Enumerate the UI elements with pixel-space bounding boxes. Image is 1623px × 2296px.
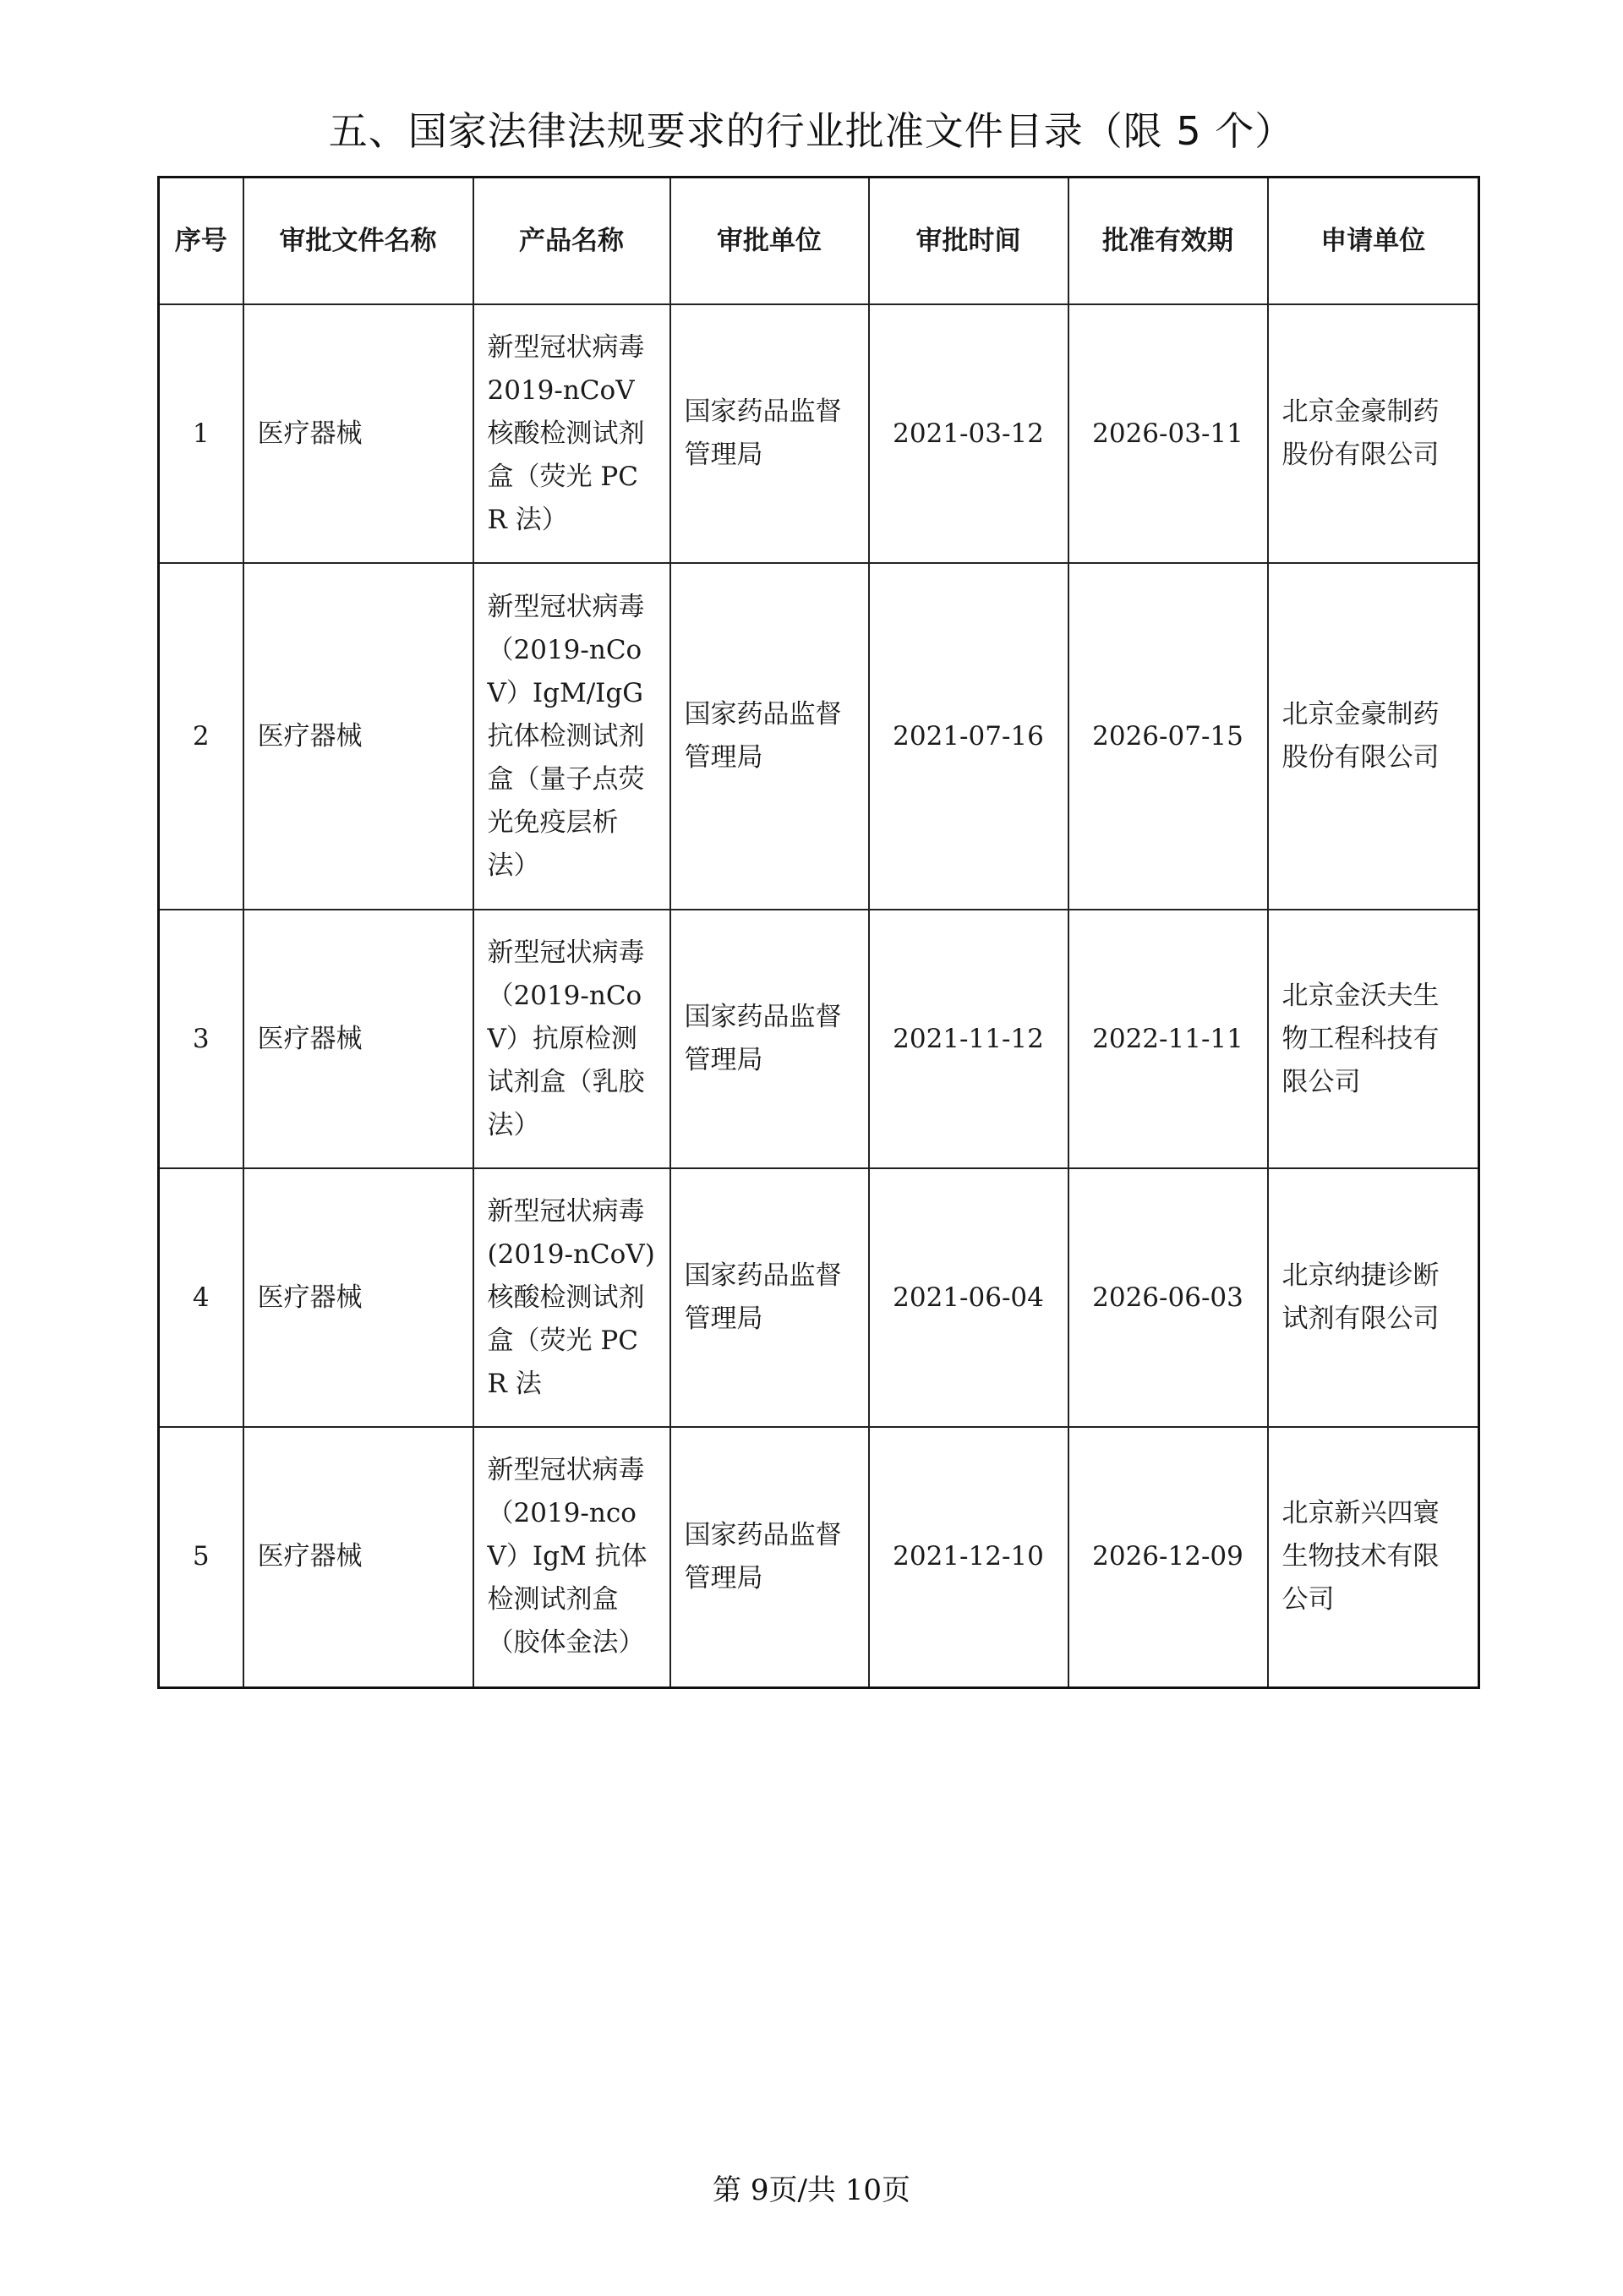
header-authority: 审批单位	[670, 178, 869, 305]
page-title: 五、国家法律法规要求的行业批准文件目录（限 5 个）	[328, 108, 1295, 154]
header-valid-until: 批准有效期	[1068, 178, 1268, 305]
approvals-table	[157, 176, 1480, 1689]
table-row	[159, 1168, 1479, 1427]
cell-authority: 国家药品监督管理局	[670, 910, 869, 1168]
cell-no: 1	[159, 304, 243, 563]
cell-doc-name: 医疗器械	[243, 1168, 473, 1427]
table-row	[159, 910, 1479, 1168]
cell-valid-until: 2022-11-11	[1068, 910, 1268, 1168]
cell-approval-date: 2021-06-04	[869, 1168, 1068, 1427]
page-number: 第 9页/共 10页	[713, 2173, 910, 2207]
header-doc-name: 审批文件名称	[243, 178, 473, 305]
table-header-row	[159, 178, 1479, 305]
cell-no: 5	[159, 1427, 243, 1687]
cell-doc-name: 医疗器械	[243, 910, 473, 1168]
cell-no: 3	[159, 910, 243, 1168]
table-row	[159, 563, 1479, 910]
table-row	[159, 1427, 1479, 1687]
cell-product: 新型冠状病毒 2019-nCoV 核酸检测试剂盒（荧光 PCR 法）	[473, 304, 670, 563]
cell-approval-date: 2021-03-12	[869, 304, 1068, 563]
cell-applicant: 北京金豪制药股份有限公司	[1268, 304, 1479, 563]
table-row	[159, 304, 1479, 563]
cell-authority: 国家药品监督管理局	[670, 1427, 869, 1687]
cell-authority: 国家药品监督管理局	[670, 304, 869, 563]
cell-applicant: 北京新兴四寰生物技术有限公司	[1268, 1427, 1479, 1687]
cell-authority: 国家药品监督管理局	[670, 1168, 869, 1427]
cell-no: 4	[159, 1168, 243, 1427]
cell-doc-name: 医疗器械	[243, 304, 473, 563]
cell-valid-until: 2026-06-03	[1068, 1168, 1268, 1427]
header-no: 序号	[159, 178, 243, 305]
cell-applicant: 北京纳捷诊断试剂有限公司	[1268, 1168, 1479, 1427]
cell-approval-date: 2021-07-16	[869, 563, 1068, 910]
cell-applicant: 北京金沃夫生物工程科技有限公司	[1268, 910, 1479, 1168]
cell-product: 新型冠状病毒（2019-nCoV）IgM/IgG 抗体检测试剂盒（量子点荧光免疫层析法）	[473, 563, 670, 910]
cell-product: 新型冠状病毒(2019-nCoV)核酸检测试剂盒（荧光 PCR 法	[473, 1168, 670, 1427]
cell-doc-name: 医疗器械	[243, 563, 473, 910]
cell-valid-until: 2026-12-09	[1068, 1427, 1268, 1687]
cell-applicant: 北京金豪制药股份有限公司	[1268, 563, 1479, 910]
cell-product: 新型冠状病毒（2019-ncoV）IgM 抗体检测试剂盒（胶体金法）	[473, 1427, 670, 1687]
cell-valid-until: 2026-03-11	[1068, 304, 1268, 563]
header-applicant: 申请单位	[1268, 178, 1479, 305]
cell-approval-date: 2021-11-12	[869, 910, 1068, 1168]
cell-valid-until: 2026-07-15	[1068, 563, 1268, 910]
cell-doc-name: 医疗器械	[243, 1427, 473, 1687]
header-product: 产品名称	[473, 178, 670, 305]
cell-approval-date: 2021-12-10	[869, 1427, 1068, 1687]
cell-product: 新型冠状病毒（2019-nCoV）抗原检测试剂盒（乳胶法）	[473, 910, 670, 1168]
header-approval-date: 审批时间	[869, 178, 1068, 305]
cell-authority: 国家药品监督管理局	[670, 563, 869, 910]
cell-no: 2	[159, 563, 243, 910]
